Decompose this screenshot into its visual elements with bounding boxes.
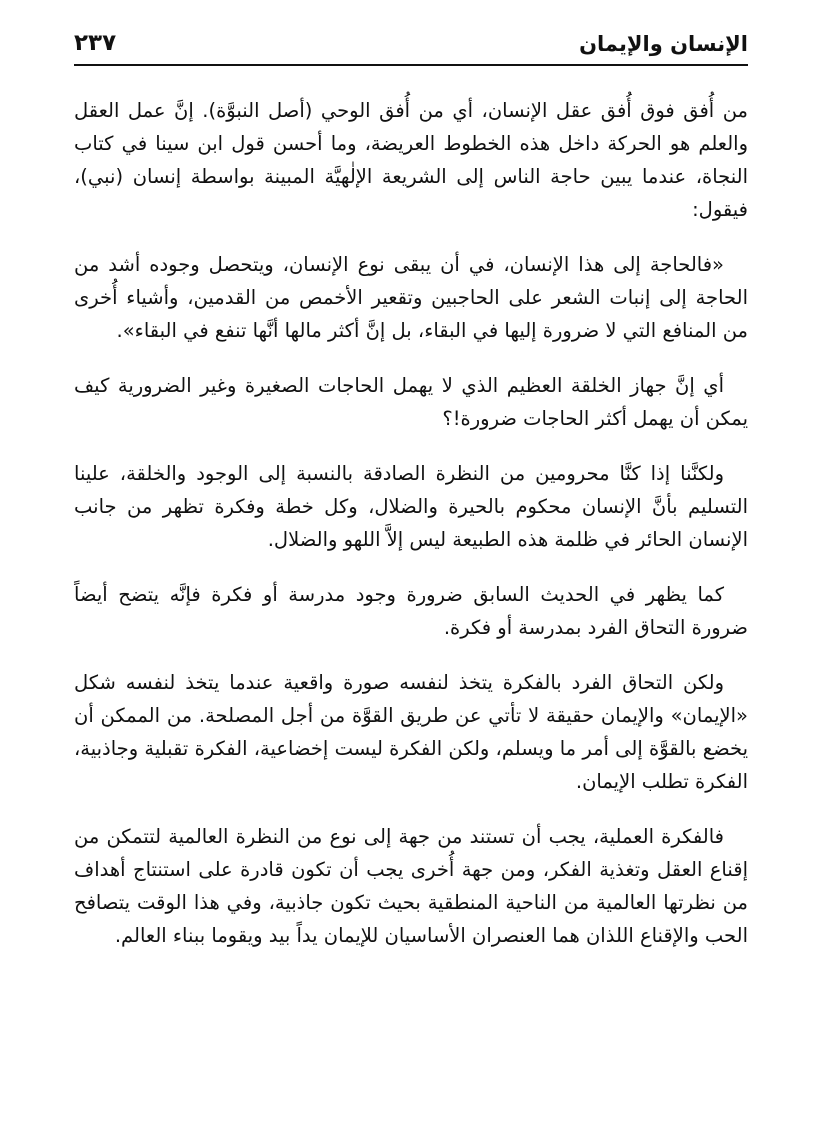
paragraph-3: أي إنَّ جهاز الخلقة العظيم الذي لا يهمل الحاجات الصغيرة وغير الضرورية كيف يمكن أن يهمل أكثر الحاجات ضرورة!؟ bbox=[74, 374, 748, 430]
paragraph-7: فالفكرة العملية، يجب أن تستند من جهة إلى نوع من النظرة العالمية لتتمكن من إقناع العقل وتغذية الفكر، ومن جهة أُخرى يجب أن تكون قادرة على استنتاج أهداف من نظرتها العالمية من الناحية المنطقية بحيث تكون جاذبية، وفي هذا الوقت يتصافح الحب والإقناع اللذان هما العنصران الأساسيان للإيمان يداً بيد ويقوما ببناء العالم. bbox=[74, 825, 748, 947]
page-header bbox=[74, 22, 748, 66]
page-number: ٢٣٧ bbox=[74, 30, 117, 56]
paragraph-5: كما يظهر في الحديث السابق ضرورة وجود مدرسة أو فكرة فإنَّه يتضح أيضاً ضرورة التحاق الفرد بمدرسة أو فكرة. bbox=[74, 583, 748, 639]
page-body bbox=[74, 94, 748, 974]
paragraph-6: ولكن التحاق الفرد بالفكرة يتخذ لنفسه صورة واقعية عندما يتخذ لنفسه شكل «الإيمان» والإيمان حقيقة لا تأتي عن طريق القوَّة من أجل المصلحة. من الممكن أن يخضع بالقوَّة إلى أمر ما ويسلم، ولكن الفكرة ليست إخضاعية، الفكرة تقبلية وجاذبية، الفكرة تطلب الإيمان. bbox=[74, 671, 748, 793]
paragraph-1: من أُفق فوق أُفق عقل الإنسان، أي من أُفق الوحي (أصل النبوَّة). إنَّ عمل العقل والعلم هو الحركة داخل هذه الخطوط العريضة، وما أحسن قول ابن سينا في كتاب النجاة، عندما يبين حاجة الناس إلى الشريعة الإلٰهيَّة المبينة بواسطة إنسان (نبي)، فيقول: bbox=[74, 99, 748, 221]
quote-paragraph: «فالحاجة إلى هذا الإنسان، في أن يبقى نوع الإنسان، ويتحصل وجوده أشد من الحاجة إلى إنبات الشعر على الحاجبين وتقعير الأخمص من القدمين، وأشياء أُخرى من المنافع التي لا ضرورة إليها في البقاء، بل إنَّ أكثر مالها أنَّها تنفع في البقاء». bbox=[74, 253, 748, 342]
paragraph-4: ولكنَّنا إذا كنَّا محرومين من النظرة الصادقة بالنسبة إلى الوجود والخلقة، علينا التسليم بأنَّ الإنسان محكوم بالحيرة والضلال، وكل خطة وفكرة تظهر من جانب الإنسان الحائر في ظلمة هذه الطبيعة ليس إلاَّ اللهو والضلال. bbox=[74, 462, 748, 551]
running-title: الإنسان والإيمان bbox=[579, 32, 748, 56]
